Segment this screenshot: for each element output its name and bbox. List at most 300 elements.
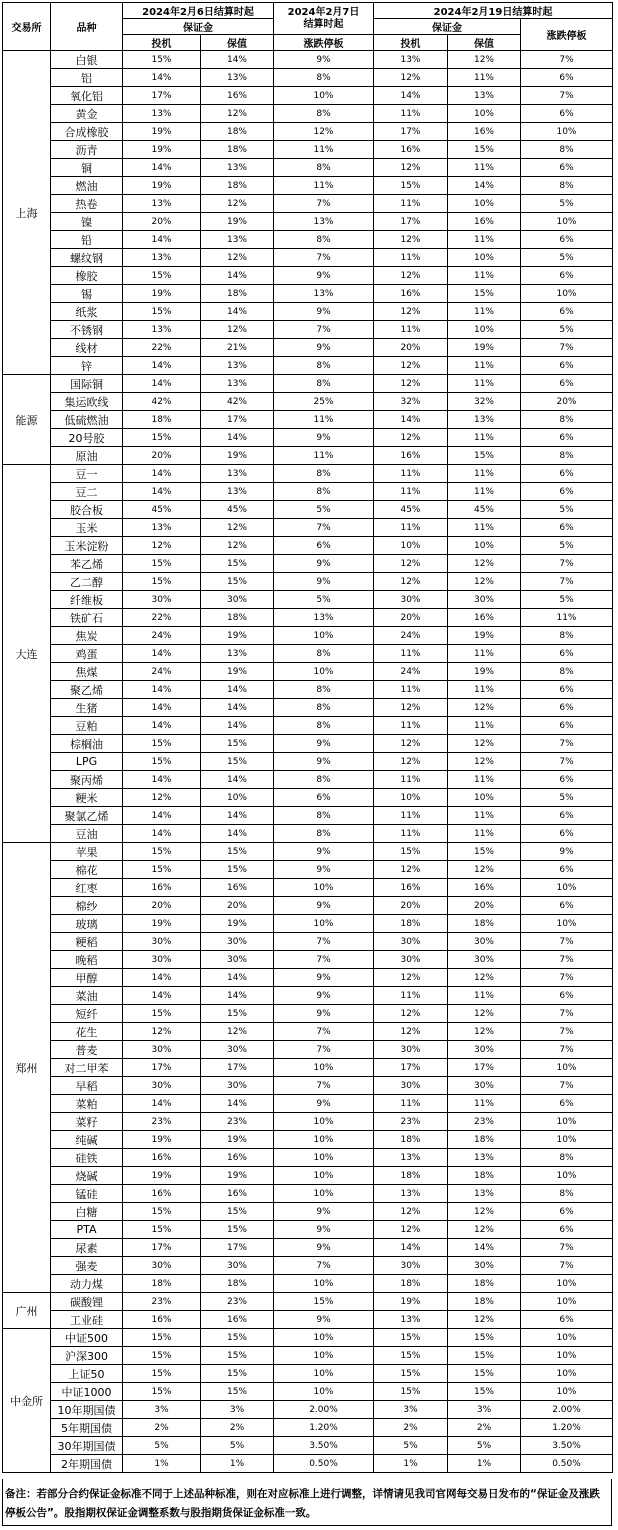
value-cell: 14% [374,411,448,429]
value-cell: 18% [374,1167,448,1185]
value-cell: 9% [274,51,374,69]
value-cell: 2% [448,1419,521,1437]
value-cell: 12% [448,699,521,717]
value-cell: 16% [123,1185,201,1203]
value-cell: 15% [123,303,201,321]
value-cell: 23% [123,1293,201,1311]
exchange-cell: 上海 [3,51,51,375]
value-cell: 15% [201,555,274,573]
value-cell: 14% [123,681,201,699]
table-row [3,573,613,591]
value-cell: 18% [201,177,274,195]
value-cell: 13% [374,51,448,69]
value-cell: 19% [448,627,521,645]
value-cell: 14% [201,681,274,699]
value-cell: 14% [201,267,274,285]
table-row [3,897,613,915]
value-cell: 9% [274,1203,374,1221]
value-cell: 12% [374,573,448,591]
table-row [3,1257,613,1275]
value-cell: 11% [374,771,448,789]
value-cell: 19% [123,123,201,141]
header-limit-3: 涨跌停板 [521,19,613,51]
value-cell: 9% [274,267,374,285]
value-cell: 13% [201,159,274,177]
value-cell: 5% [274,591,374,609]
value-cell: 12% [448,51,521,69]
product-cell: 集运欧线 [51,393,123,411]
table-row [3,1437,613,1455]
value-cell: 18% [201,1275,274,1293]
value-cell: 16% [448,123,521,141]
value-cell: 17% [374,1059,448,1077]
value-cell: 15% [201,843,274,861]
value-cell: 9% [274,969,374,987]
table-row [3,771,613,789]
value-cell: 6% [521,429,613,447]
product-cell: 烧碱 [51,1167,123,1185]
value-cell: 12% [374,1203,448,1221]
value-cell: 12% [123,1023,201,1041]
value-cell: 17% [374,213,448,231]
value-cell: 30% [448,1077,521,1095]
value-cell: 14% [448,1239,521,1257]
value-cell: 10% [274,627,374,645]
value-cell: 15% [123,573,201,591]
value-cell: 10% [521,1347,613,1365]
value-cell: 6% [274,537,374,555]
header-product: 品种 [51,3,123,51]
value-cell: 11% [448,681,521,699]
value-cell: 16% [123,1311,201,1329]
value-cell: 14% [201,807,274,825]
product-cell: 生猪 [51,699,123,717]
product-cell: 国际铜 [51,375,123,393]
value-cell: 30% [448,1257,521,1275]
value-cell: 18% [448,1275,521,1293]
product-cell: 白银 [51,51,123,69]
table-row [3,339,613,357]
value-cell: 7% [274,933,374,951]
value-cell: 11% [448,69,521,87]
table-row [3,555,613,573]
value-cell: 1% [201,1455,274,1473]
value-cell: 7% [521,1239,613,1257]
table-row [3,87,613,105]
value-cell: 19% [448,663,521,681]
value-cell: 20% [374,609,448,627]
table-row [3,249,613,267]
table-row [3,1059,613,1077]
value-cell: 12% [201,195,274,213]
value-cell: 14% [201,717,274,735]
value-cell: 19% [123,141,201,159]
value-cell: 6% [521,159,613,177]
value-cell: 11% [448,807,521,825]
product-cell: 中证1000 [51,1383,123,1401]
value-cell: 12% [201,537,274,555]
value-cell: 14% [448,177,521,195]
value-cell: 9% [274,843,374,861]
value-cell: 15% [123,753,201,771]
value-cell: 12% [374,267,448,285]
value-cell: 6% [521,681,613,699]
product-cell: 锡 [51,285,123,303]
header-spec-3: 投机 [374,35,448,51]
product-cell: 铅 [51,231,123,249]
value-cell: 12% [123,537,201,555]
value-cell: 10% [448,105,521,123]
product-cell: 合成橡胶 [51,123,123,141]
product-cell: 甲醇 [51,969,123,987]
value-cell: 7% [521,555,613,573]
value-cell: 21% [201,339,274,357]
value-cell: 9% [521,843,613,861]
value-cell: 8% [274,717,374,735]
value-cell: 17% [201,1239,274,1257]
table-row [3,195,613,213]
table-row [3,357,613,375]
product-cell: 豆二 [51,483,123,501]
value-cell: 16% [448,879,521,897]
product-cell: 棕榈油 [51,735,123,753]
margin-table [2,2,613,1473]
value-cell: 15% [448,1383,521,1401]
value-cell: 14% [123,807,201,825]
value-cell: 18% [374,915,448,933]
value-cell: 13% [274,609,374,627]
value-cell: 10% [448,321,521,339]
value-cell: 30% [448,1041,521,1059]
value-cell: 10% [274,1365,374,1383]
table-row [3,465,613,483]
value-cell: 15% [201,1221,274,1239]
value-cell: 15% [123,1383,201,1401]
value-cell: 11% [448,717,521,735]
product-cell: 沥青 [51,141,123,159]
header-hedge-1: 保值 [201,35,274,51]
product-cell: 粳稻 [51,933,123,951]
product-cell: 苯乙烯 [51,555,123,573]
value-cell: 30% [201,1077,274,1095]
value-cell: 8% [274,357,374,375]
value-cell: 23% [201,1113,274,1131]
value-cell: 15% [201,1347,274,1365]
value-cell: 15% [123,51,201,69]
value-cell: 14% [123,357,201,375]
value-cell: 1% [374,1455,448,1473]
table-row [3,1005,613,1023]
table-row [3,1419,613,1437]
value-cell: 10% [521,915,613,933]
value-cell: 20% [123,447,201,465]
value-cell: 24% [374,663,448,681]
value-cell: 18% [374,1131,448,1149]
value-cell: 5% [521,591,613,609]
value-cell: 30% [374,591,448,609]
value-cell: 8% [521,411,613,429]
value-cell: 6% [521,825,613,843]
exchange-cell: 能源 [3,375,51,465]
value-cell: 30% [374,1257,448,1275]
value-cell: 15% [374,1365,448,1383]
value-cell: 11% [274,177,374,195]
value-cell: 25% [274,393,374,411]
value-cell: 6% [521,483,613,501]
value-cell: 2% [201,1419,274,1437]
value-cell: 12% [374,303,448,321]
value-cell: 15% [201,1383,274,1401]
table-row [3,321,613,339]
value-cell: 15% [123,1347,201,1365]
value-cell: 15% [374,1383,448,1401]
value-cell: 14% [374,1239,448,1257]
product-cell: 锰硅 [51,1185,123,1203]
value-cell: 11% [448,519,521,537]
value-cell: 6% [521,717,613,735]
value-cell: 8% [274,483,374,501]
value-cell: 15% [374,1347,448,1365]
value-cell: 6% [521,375,613,393]
value-cell: 12% [448,555,521,573]
value-cell: 30% [374,933,448,951]
value-cell: 22% [123,339,201,357]
value-cell: 18% [448,915,521,933]
table-row [3,1365,613,1383]
value-cell: 11% [448,987,521,1005]
product-cell: 棉纱 [51,897,123,915]
value-cell: 22% [123,609,201,627]
value-cell: 14% [201,969,274,987]
table-row [3,537,613,555]
value-cell: 16% [374,141,448,159]
value-cell: 19% [448,339,521,357]
value-cell: 3.50% [521,1437,613,1455]
value-cell: 19% [201,663,274,681]
value-cell: 30% [448,591,521,609]
value-cell: 12% [274,123,374,141]
value-cell: 10% [274,879,374,897]
value-cell: 1% [123,1455,201,1473]
table-row [3,429,613,447]
value-cell: 9% [274,1005,374,1023]
value-cell: 20% [521,393,613,411]
value-cell: 14% [201,987,274,1005]
value-cell: 7% [521,87,613,105]
value-cell: 30% [123,1077,201,1095]
value-cell: 13% [448,1149,521,1167]
product-cell: 纤维板 [51,591,123,609]
value-cell: 11% [374,249,448,267]
value-cell: 11% [374,1095,448,1113]
value-cell: 14% [123,1095,201,1113]
value-cell: 12% [448,1221,521,1239]
product-cell: 豆一 [51,465,123,483]
value-cell: 12% [374,159,448,177]
value-cell: 14% [201,825,274,843]
value-cell: 7% [521,1041,613,1059]
value-cell: 14% [123,231,201,249]
table-row [3,681,613,699]
value-cell: 23% [201,1293,274,1311]
value-cell: 19% [201,447,274,465]
value-cell: 12% [201,249,274,267]
value-cell: 14% [123,645,201,663]
product-cell: 胶合板 [51,501,123,519]
table-row [3,627,613,645]
value-cell: 1% [448,1455,521,1473]
value-cell: 9% [274,1095,374,1113]
value-cell: 45% [201,501,274,519]
value-cell: 0.50% [274,1455,374,1473]
value-cell: 12% [448,1203,521,1221]
value-cell: 6% [521,357,613,375]
table-row [3,375,613,393]
value-cell: 14% [123,699,201,717]
value-cell: 7% [521,933,613,951]
header-exchange: 交易所 [3,3,51,51]
value-cell: 7% [521,951,613,969]
value-cell: 12% [374,1023,448,1041]
value-cell: 30% [201,591,274,609]
value-cell: 12% [374,555,448,573]
value-cell: 15% [374,843,448,861]
header-hedge-3: 保值 [448,35,521,51]
table-row [3,159,613,177]
value-cell: 14% [123,69,201,87]
value-cell: 14% [123,771,201,789]
value-cell: 30% [201,1041,274,1059]
value-cell: 6% [521,267,613,285]
value-cell: 11% [448,375,521,393]
value-cell: 8% [521,663,613,681]
value-cell: 5% [201,1437,274,1455]
value-cell: 8% [274,681,374,699]
value-cell: 17% [123,1239,201,1257]
value-cell: 11% [374,717,448,735]
value-cell: 32% [448,393,521,411]
value-cell: 10% [521,1059,613,1077]
value-cell: 17% [201,411,274,429]
value-cell: 10% [521,1365,613,1383]
value-cell: 13% [201,357,274,375]
table-row [3,1329,613,1347]
value-cell: 10% [274,1347,374,1365]
value-cell: 6% [521,1203,613,1221]
value-cell: 30% [201,951,274,969]
value-cell: 12% [201,519,274,537]
product-cell: 菜粕 [51,1095,123,1113]
product-cell: 5年期国债 [51,1419,123,1437]
value-cell: 9% [274,573,374,591]
value-cell: 14% [201,303,274,321]
product-cell: 工业硅 [51,1311,123,1329]
value-cell: 12% [448,735,521,753]
value-cell: 12% [374,753,448,771]
exchange-cell: 大连 [3,465,51,843]
value-cell: 12% [374,375,448,393]
value-cell: 15% [123,843,201,861]
table-row [3,1041,613,1059]
value-cell: 13% [374,1185,448,1203]
value-cell: 16% [374,285,448,303]
value-cell: 9% [274,339,374,357]
table-row [3,447,613,465]
value-cell: 11% [374,987,448,1005]
value-cell: 7% [274,321,374,339]
value-cell: 11% [374,465,448,483]
value-cell: 8% [274,825,374,843]
value-cell: 18% [374,1275,448,1293]
value-cell: 10% [521,213,613,231]
value-cell: 11% [448,267,521,285]
product-cell: 尿素 [51,1239,123,1257]
value-cell: 6% [521,465,613,483]
header-margin-3: 保证金 [374,19,521,35]
value-cell: 8% [521,1149,613,1167]
value-cell: 10% [521,1131,613,1149]
value-cell: 19% [201,1131,274,1149]
value-cell: 11% [448,483,521,501]
table-row [3,699,613,717]
value-cell: 12% [448,573,521,591]
product-cell: PTA [51,1221,123,1239]
value-cell: 19% [123,177,201,195]
value-cell: 10% [521,123,613,141]
value-cell: 15% [201,573,274,591]
table-row [3,609,613,627]
value-cell: 10% [274,87,374,105]
value-cell: 9% [274,753,374,771]
product-cell: 聚乙烯 [51,681,123,699]
value-cell: 16% [123,1149,201,1167]
value-cell: 20% [201,897,274,915]
product-cell: 豆油 [51,825,123,843]
value-cell: 7% [521,969,613,987]
table-row [3,1293,613,1311]
table-body [3,51,613,1473]
value-cell: 6% [521,303,613,321]
value-cell: 11% [448,771,521,789]
value-cell: 13% [123,249,201,267]
value-cell: 3% [448,1401,521,1419]
value-cell: 30% [123,1041,201,1059]
value-cell: 12% [201,105,274,123]
value-cell: 14% [123,987,201,1005]
value-cell: 23% [448,1113,521,1131]
value-cell: 16% [201,1311,274,1329]
value-cell: 17% [448,1059,521,1077]
value-cell: 19% [123,285,201,303]
product-cell: 粳米 [51,789,123,807]
value-cell: 30% [374,951,448,969]
product-cell: 菜籽 [51,1113,123,1131]
value-cell: 11% [374,825,448,843]
value-cell: 3% [123,1401,201,1419]
product-cell: 纯碱 [51,1131,123,1149]
exchange-cell: 广州 [3,1293,51,1329]
value-cell: 14% [123,375,201,393]
value-cell: 5% [274,501,374,519]
product-cell: 10年期国债 [51,1401,123,1419]
value-cell: 11% [448,303,521,321]
footnote: 备注：若部分合约保证金标准不同于上述品种标准，则在对应标准上进行调整，详情请见我司官网每交易日发布的“保证金及涨跌停板公告”。股指期权保证金调整系数与股指期货保证金标准一致。 [2,1479,612,1526]
table-row [3,951,613,969]
product-cell: LPG [51,753,123,771]
value-cell: 15% [123,1329,201,1347]
value-cell: 30% [201,933,274,951]
value-cell: 10% [448,249,521,267]
